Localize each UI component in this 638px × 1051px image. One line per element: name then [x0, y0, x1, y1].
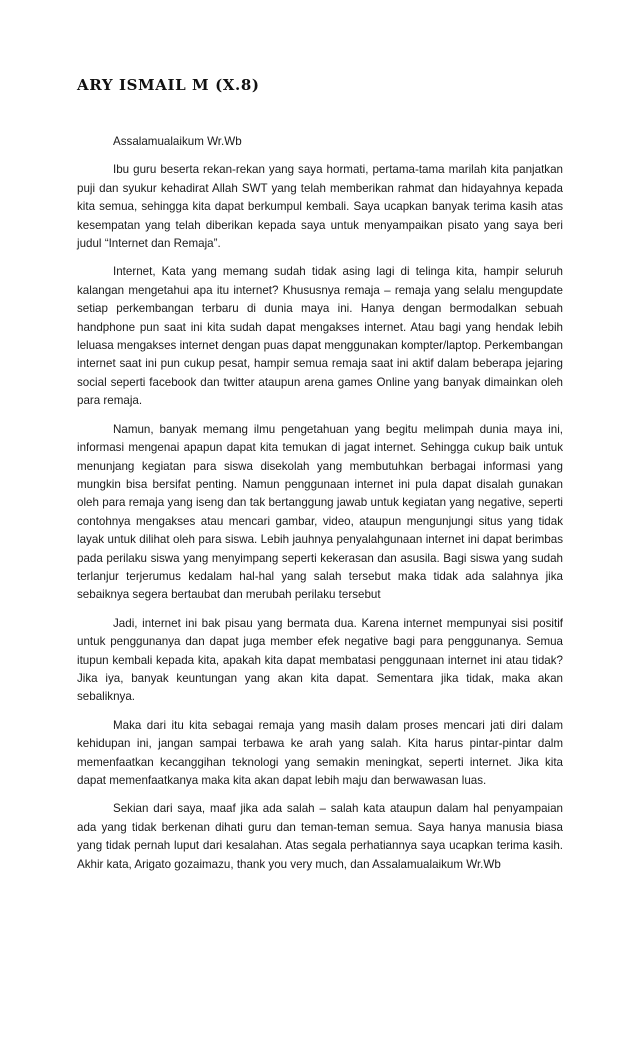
- document-title: ARY ISMAIL M (X.8): [77, 76, 260, 94]
- paragraph-opening: Ibu guru beserta rekan-rekan yang saya hormati, pertama-tama marilah kita panjatkan puji dan syukur kehadirat Allah SWT yang telah memberikan rahmat dan hidayahnya kepada kita semua, sehingga kita dapat berkumpul kembali. Saya ucapkan banyak terima kasih atas kesempatan yang telah diberikan kepada saya untuk menyampaikan pisato yang saya beri judul “Internet dan Remaja”.: [77, 163, 563, 251]
- paragraph-advice: Maka dari itu kita sebagai remaja yang masih dalam proses mencari jati diri dalam kehidupan ini, jangan sampai terbawa ke arah yang salah. Kita harus pintar-pintar dalm memenfaatkan kecanggihan teknologi yang semakin meningkat, seperti internet. Jika kita dapat memenfaatkanya maka kita akan dapat lebih maju dan berwawasan luas.: [77, 718, 563, 787]
- paragraph-internet-intro: Internet, Kata yang memang sudah tidak asing lagi di telinga kita, hampir seluruh kalangan mengetahui apa itu internet? Khususnya remaja – remaja yang selalu mengupdate setiap perkembangan terbaru di dunia maya ini. Hanya dengan bermodalkan sebuah handphone pun saat ini kita sudah dapat mengakses internet. Atau bagi yang hendak lebih leluasa mengakses internet dengan puas dapat menggunakan kompter/laptop. Perkembangan internet saat ini pun cukup pesat, hampir semua remaja saat ini aktif dalam beberapa jejaring social seperti facebook dan twitter ataupun arena games Online yang banyak dimainkan oleh para remaja.: [77, 265, 563, 408]
- document-body: [77, 133, 563, 884]
- paragraph-double-edged: Jadi, internet ini bak pisau yang bermata dua. Karena internet mempunyai sisi positif untuk penggunanya dan dapat juga member efek negative bagi para penggunanya. Semua itupun kembali kepada kita, apakah kita dapat membatasi penggunaan internet ini atau tidak? Jika iya, banyak keuntungan yang akan kita dapat. Sementara jika tidak, maka akan sebaliknya.: [77, 616, 563, 704]
- paragraph-closing: Sekian dari saya, maaf jika ada salah – salah kata ataupun dalam hal penyampaian ada yang tidak berkenan dihati guru dan teman-teman semua. Saya hanya manusia biasa yang tidak pernah luput dari kesalahan. Atas segala perhatiannya saya ucapkan terima kasih. Akhir kata, Arigato gozaimazu, thank you very much, dan Assalamualaikum Wr.Wb: [77, 802, 563, 871]
- paragraph-internet-risks: Namun, banyak memang ilmu pengetahuan yang begitu melimpah dunia maya ini, informasi mengenai apapun dapat kita temukan di jagat internet. Sehingga cukup baik untuk menunjang kegiatan para siswa disekolah yang membutuhkan berbagai informasi yang mungkin bisa bersifat penting. Namun penggunaan internet ini pula dapat disalah gunakan oleh para remaja yang iseng dan tak bertanggung jawab untuk kegiatan yang negative, seperti contohnya mengakses atau mencari gambar, video, ataupun mengunjungi situs yang tidak layak untuk dilihat oleh para siswa. Lebih jauhnya penyalahgunaan internet ini dapat berimbas pada perilaku siswa yang menyimpang seperti kekerasan dan asusila. Bagi siswa yang sudah terlanjur terjerumus kedalam hal-hal yang salah tersebut maka tidak ada salahnya jika sebaiknya segera bertaubat dan merubah perilaku tersebut: [77, 422, 563, 602]
- greeting: Assalamualaikum Wr.Wb: [113, 135, 242, 148]
